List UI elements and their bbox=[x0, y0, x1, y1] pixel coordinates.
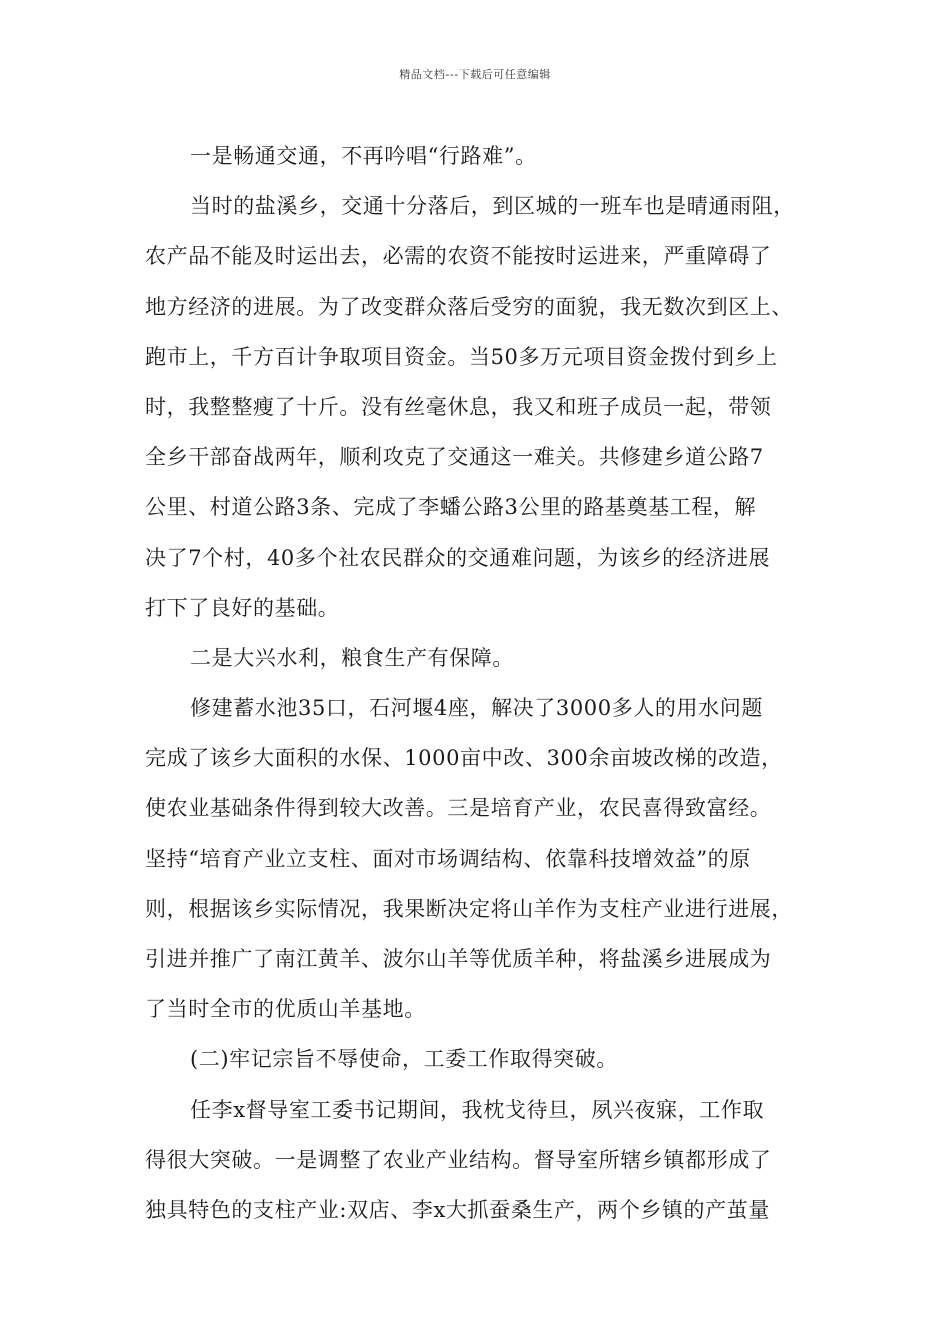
text-line: 修建蓄水池35口，石河堰4座，解决了3000多人的用水问题 bbox=[190, 696, 763, 721]
text-line: 二是大兴水利，粮食生产有保障。 bbox=[190, 645, 514, 670]
text-line: 地方经济的进展。为了改变群众落后受穷的面貌，我无数次到区上、 bbox=[145, 294, 793, 319]
text-line: 任李x督导室工委书记期间，我枕戈待旦，夙兴夜寐，工作取 bbox=[190, 1097, 765, 1122]
text-line: 跑市上，千方百计争取项目资金。当50多万元项目资金拨付到乡上 bbox=[145, 344, 778, 369]
text-line: 时，我整整瘦了十斤。没有丝毫休息，我又和班子成员一起，带领 bbox=[145, 394, 772, 419]
text-line: 打下了良好的基础。 bbox=[145, 595, 340, 620]
text-line: 独具特色的支柱产业:双店、李x大抓蚕桑生产，两个乡镇的产茧量 bbox=[145, 1197, 770, 1222]
text-line: 引进并推广了南江黄羊、波尔山羊等优质羊种，将盐溪乡进展成为 bbox=[145, 947, 772, 971]
text-line: 坚持“培育产业立支柱、面对市场调结构、依靠科技增效益”的原 bbox=[145, 846, 751, 871]
text-line: 一是畅通交通，不再吟唱“行路难”。 bbox=[190, 144, 537, 168]
text-line: 决了7个村，40多个社农民群众的交通难问题，为该乡的经济进展 bbox=[145, 545, 771, 570]
text-line: 完成了该乡大面积的水保、1000亩中改、300余亩坡改梯的改造， bbox=[145, 746, 783, 771]
text-line: 当时的盐溪乡，交通十分落后，到区城的一班车也是晴通雨阻， bbox=[190, 194, 795, 219]
text-line: 全乡干部奋战两年，顺利攻克了交通这一难关。共修建乡道公路7 bbox=[145, 445, 764, 470]
text-line: 农产品不能及时运出去，必需的农资不能按时运进来，严重障碍了 bbox=[145, 244, 772, 269]
text-line: 则，根据该乡实际情况，我果断决定将山羊作为支柱产业进行进展， bbox=[145, 896, 793, 921]
text-line: 使农业基础条件得到较大改善。三是培育产业，农民喜得致富经。 bbox=[145, 796, 772, 821]
text-line: 公里、村道公路3条、完成了李蟠公路3公里的路基奠基工程，解 bbox=[145, 495, 757, 520]
text-line: 了当时全市的优质山羊基地。 bbox=[145, 997, 426, 1022]
page-header: 精品文档---下载后可任意编辑 bbox=[399, 68, 551, 81]
text-line: 得很大突破。一是调整了农业产业结构。督导室所辖乡镇都形成了 bbox=[145, 1147, 772, 1172]
document-body bbox=[145, 131, 825, 1235]
text-line: (二)牢记宗旨不辱使命，工委工作取得突破。 bbox=[190, 1047, 618, 1072]
